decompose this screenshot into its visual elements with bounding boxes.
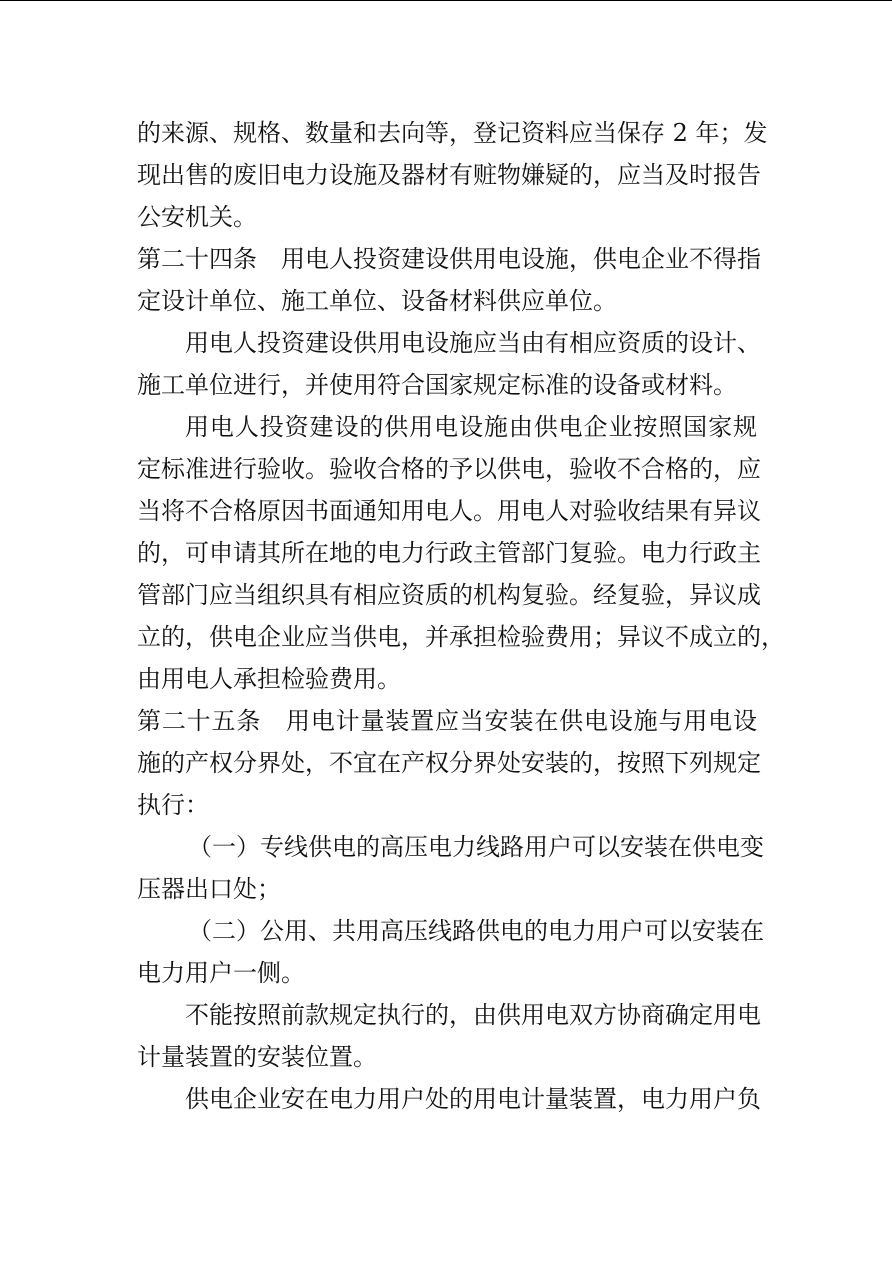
text-line: 公安机关。 — [137, 203, 257, 231]
text-line: 施工单位进行，并使用符合国家规定标准的设备或材料。 — [137, 371, 737, 399]
paragraph-first-line: 用电人投资建设的供用电设施由供电企业按照国家规 — [185, 413, 757, 441]
paragraph-first-line: 供电企业安在电力用户处的用电计量装置，电力用户负 — [185, 1085, 761, 1113]
text-line: 立的，供电企业应当供电，并承担检验费用；异议不成立的， — [137, 623, 785, 651]
text-line: 的来源、规格、数量和去向等，登记资料应当保存 2 年；发 — [137, 119, 768, 147]
list-item-1-first-line: （一）专线供电的高压电力线路用户可以安装在供电变 — [188, 833, 764, 861]
paragraph-first-line: 不能按照前款规定执行的，由供用电双方协商确定用电 — [185, 1001, 761, 1029]
text-line: 压器出口处； — [137, 875, 281, 903]
text-line: 管部门应当组织具有相应资质的机构复验。经复验，异议成 — [137, 581, 761, 609]
text-line: 定标准进行验收。验收合格的予以供电，验收不合格的，应 — [137, 455, 761, 483]
list-item-2-first-line: （二）公用、共用高压线路供电的电力用户可以安装在 — [188, 917, 764, 945]
text-line: 现出售的废旧电力设施及器材有赃物嫌疑的，应当及时报告 — [137, 161, 761, 189]
article-24-heading-line: 第二十四条 用电人投资建设供用电设施，供电企业不得指 — [137, 245, 761, 273]
text-line: 当将不合格原因书面通知用电人。用电人对验收结果有异议 — [137, 497, 761, 525]
text-line: 计量装置的安装位置。 — [137, 1043, 377, 1071]
text-line: 电力用户一侧。 — [137, 959, 305, 987]
text-line: 定设计单位、施工单位、设备材料供应单位。 — [137, 287, 617, 315]
article-25-heading-line: 第二十五条 用电计量装置应当安装在供电设施与用电设 — [137, 707, 757, 735]
text-line: 由用电人承担检验费用。 — [137, 665, 401, 693]
text-line: 的，可申请其所在地的电力行政主管部门复验。电力行政主 — [137, 539, 761, 567]
paragraph-first-line: 用电人投资建设供用电设施应当由有相应资质的设计、 — [185, 329, 761, 357]
text-line: 执行： — [137, 791, 209, 819]
text-line: 施的产权分界处，不宜在产权分界处安装的，按照下列规定 — [137, 749, 761, 777]
